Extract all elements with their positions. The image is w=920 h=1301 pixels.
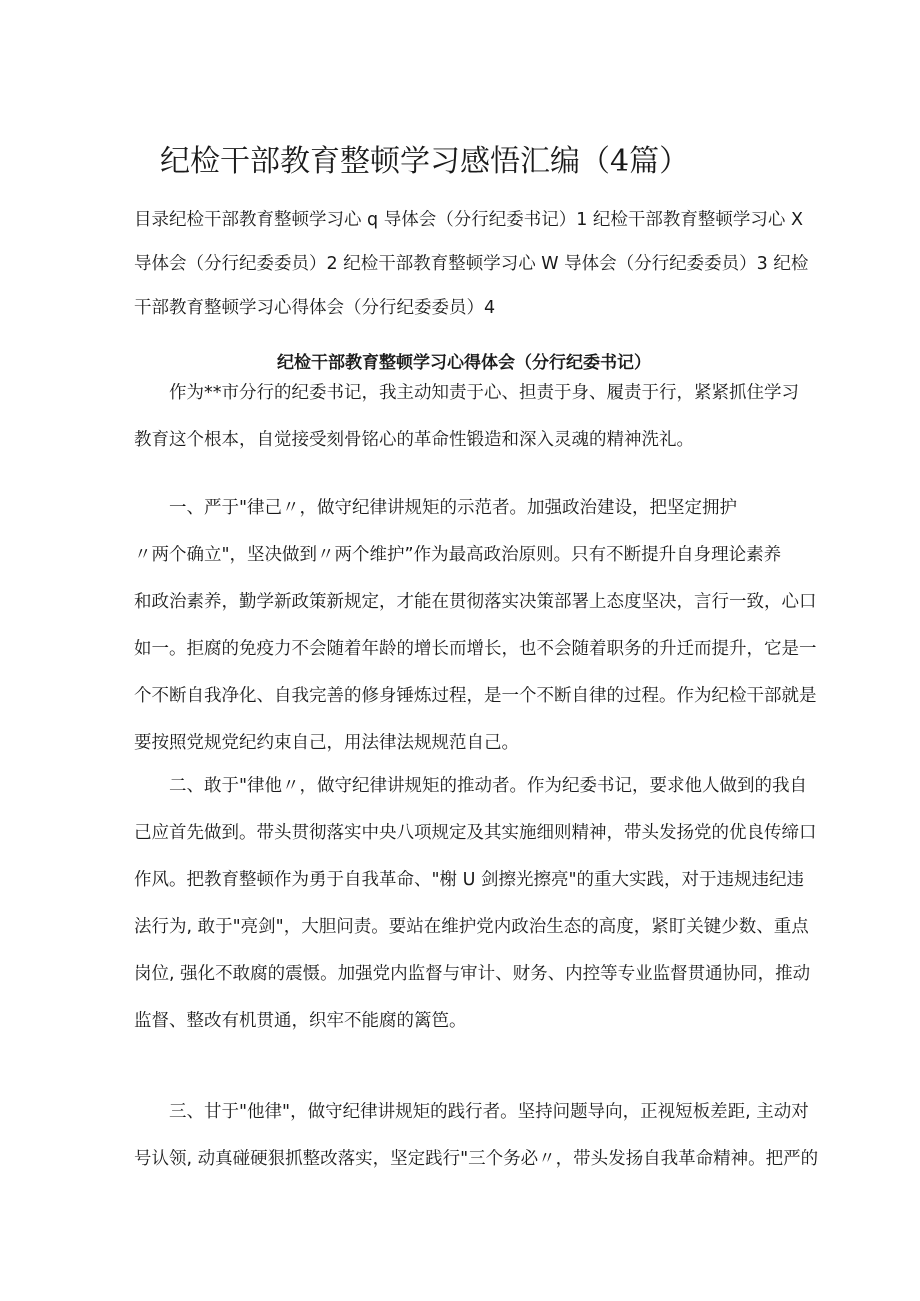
text-line: 一、严于"律己〃，做守纪律讲规矩的示范者。加强政治建设，把坚定拥护	[169, 498, 738, 518]
document-title: 纪检干部教育整顿学习感悟汇编（4篇）	[160, 144, 690, 179]
paragraph-section-two	[134, 763, 817, 1045]
text-line: 法行为, 敢于"亮剑"，大胆问责。要站在维护党内政治生态的高度，紧盯关键少数、重点	[134, 917, 809, 937]
text-line: 要按照党规党纪约束自己，用法律法规规范自己。	[134, 733, 519, 753]
text-line: 如一。拒腐的免疫力不会随着年龄的增长而增长，也不会随着职务的升迁而提升，它是一	[134, 639, 817, 659]
text-line: 教育这个根本，自觉接受刻骨铭心的革命性锻造和深入灵魂的精神洗礼。	[134, 430, 694, 450]
paragraph-section-one	[134, 485, 817, 767]
text-line: 作风。把教育整顿作为勇于自我革命、"榭 U 剑擦光擦亮"的重大实践，对于违规违纪违	[134, 870, 805, 890]
toc-line: 导体会（分行纪委委员）2 纪检干部教育整顿学习心 W 导体会（分行纪委委员）3 纪检	[134, 254, 809, 274]
toc-line: 目录纪检干部教育整顿学习心 q 导体会（分行纪委书记）1 纪检干部教育整顿学习心 X	[134, 210, 803, 230]
text-line: 三、甘于"他律"，做守纪律讲规矩的践行者。坚持问题导向，正视短板差距, 主动对	[169, 1102, 809, 1122]
paragraph-section-three	[134, 1089, 819, 1183]
text-line: 号认领, 动真碰硬狠抓整改落实，坚定践行"三个务必〃，带头发扬自我革命精神。把严的	[134, 1149, 819, 1169]
table-of-contents	[134, 198, 809, 330]
section-heading: 纪检干部教育整顿学习心得体会（分行纪委书记）	[277, 353, 651, 373]
text-line: 二、敢于"律他〃，做守纪律讲规矩的推动者。作为纪委书记，要求他人做到的我自	[169, 776, 808, 796]
text-line: 作为**市分行的纪委书记，我主动知责于心、担责于身、履责于行，紧紧抓住学习	[169, 383, 799, 403]
text-line: 监督、整改有机贯通，织牢不能腐的篱笆。	[134, 1011, 467, 1031]
paragraph-intro	[134, 370, 799, 464]
text-line: 和政治素养，勤学新政策新规定，才能在贯彻落实决策部署上态度坚决，言行一致，心口	[134, 592, 817, 612]
text-line: 己应首先做到。带头贯彻落实中央八项规定及其实施细则精神，带头发扬党的优良传缔口	[134, 823, 817, 843]
toc-line: 干部教育整顿学习心得体会（分行纪委委员）4	[134, 298, 496, 318]
text-line: 个不断自我净化、自我完善的修身锤炼过程，是一个不断自律的过程。作为纪检干部就是	[134, 686, 817, 706]
text-line: 岗位, 强化不敢腐的震慑。加强党内监督与审计、财务、内控等专业监督贯通协同，推动	[134, 964, 811, 984]
text-line: 〃两个确立"，坚决做到〃两个维护”作为最高政治原则。只有不断提升自身理论素养	[134, 545, 782, 565]
